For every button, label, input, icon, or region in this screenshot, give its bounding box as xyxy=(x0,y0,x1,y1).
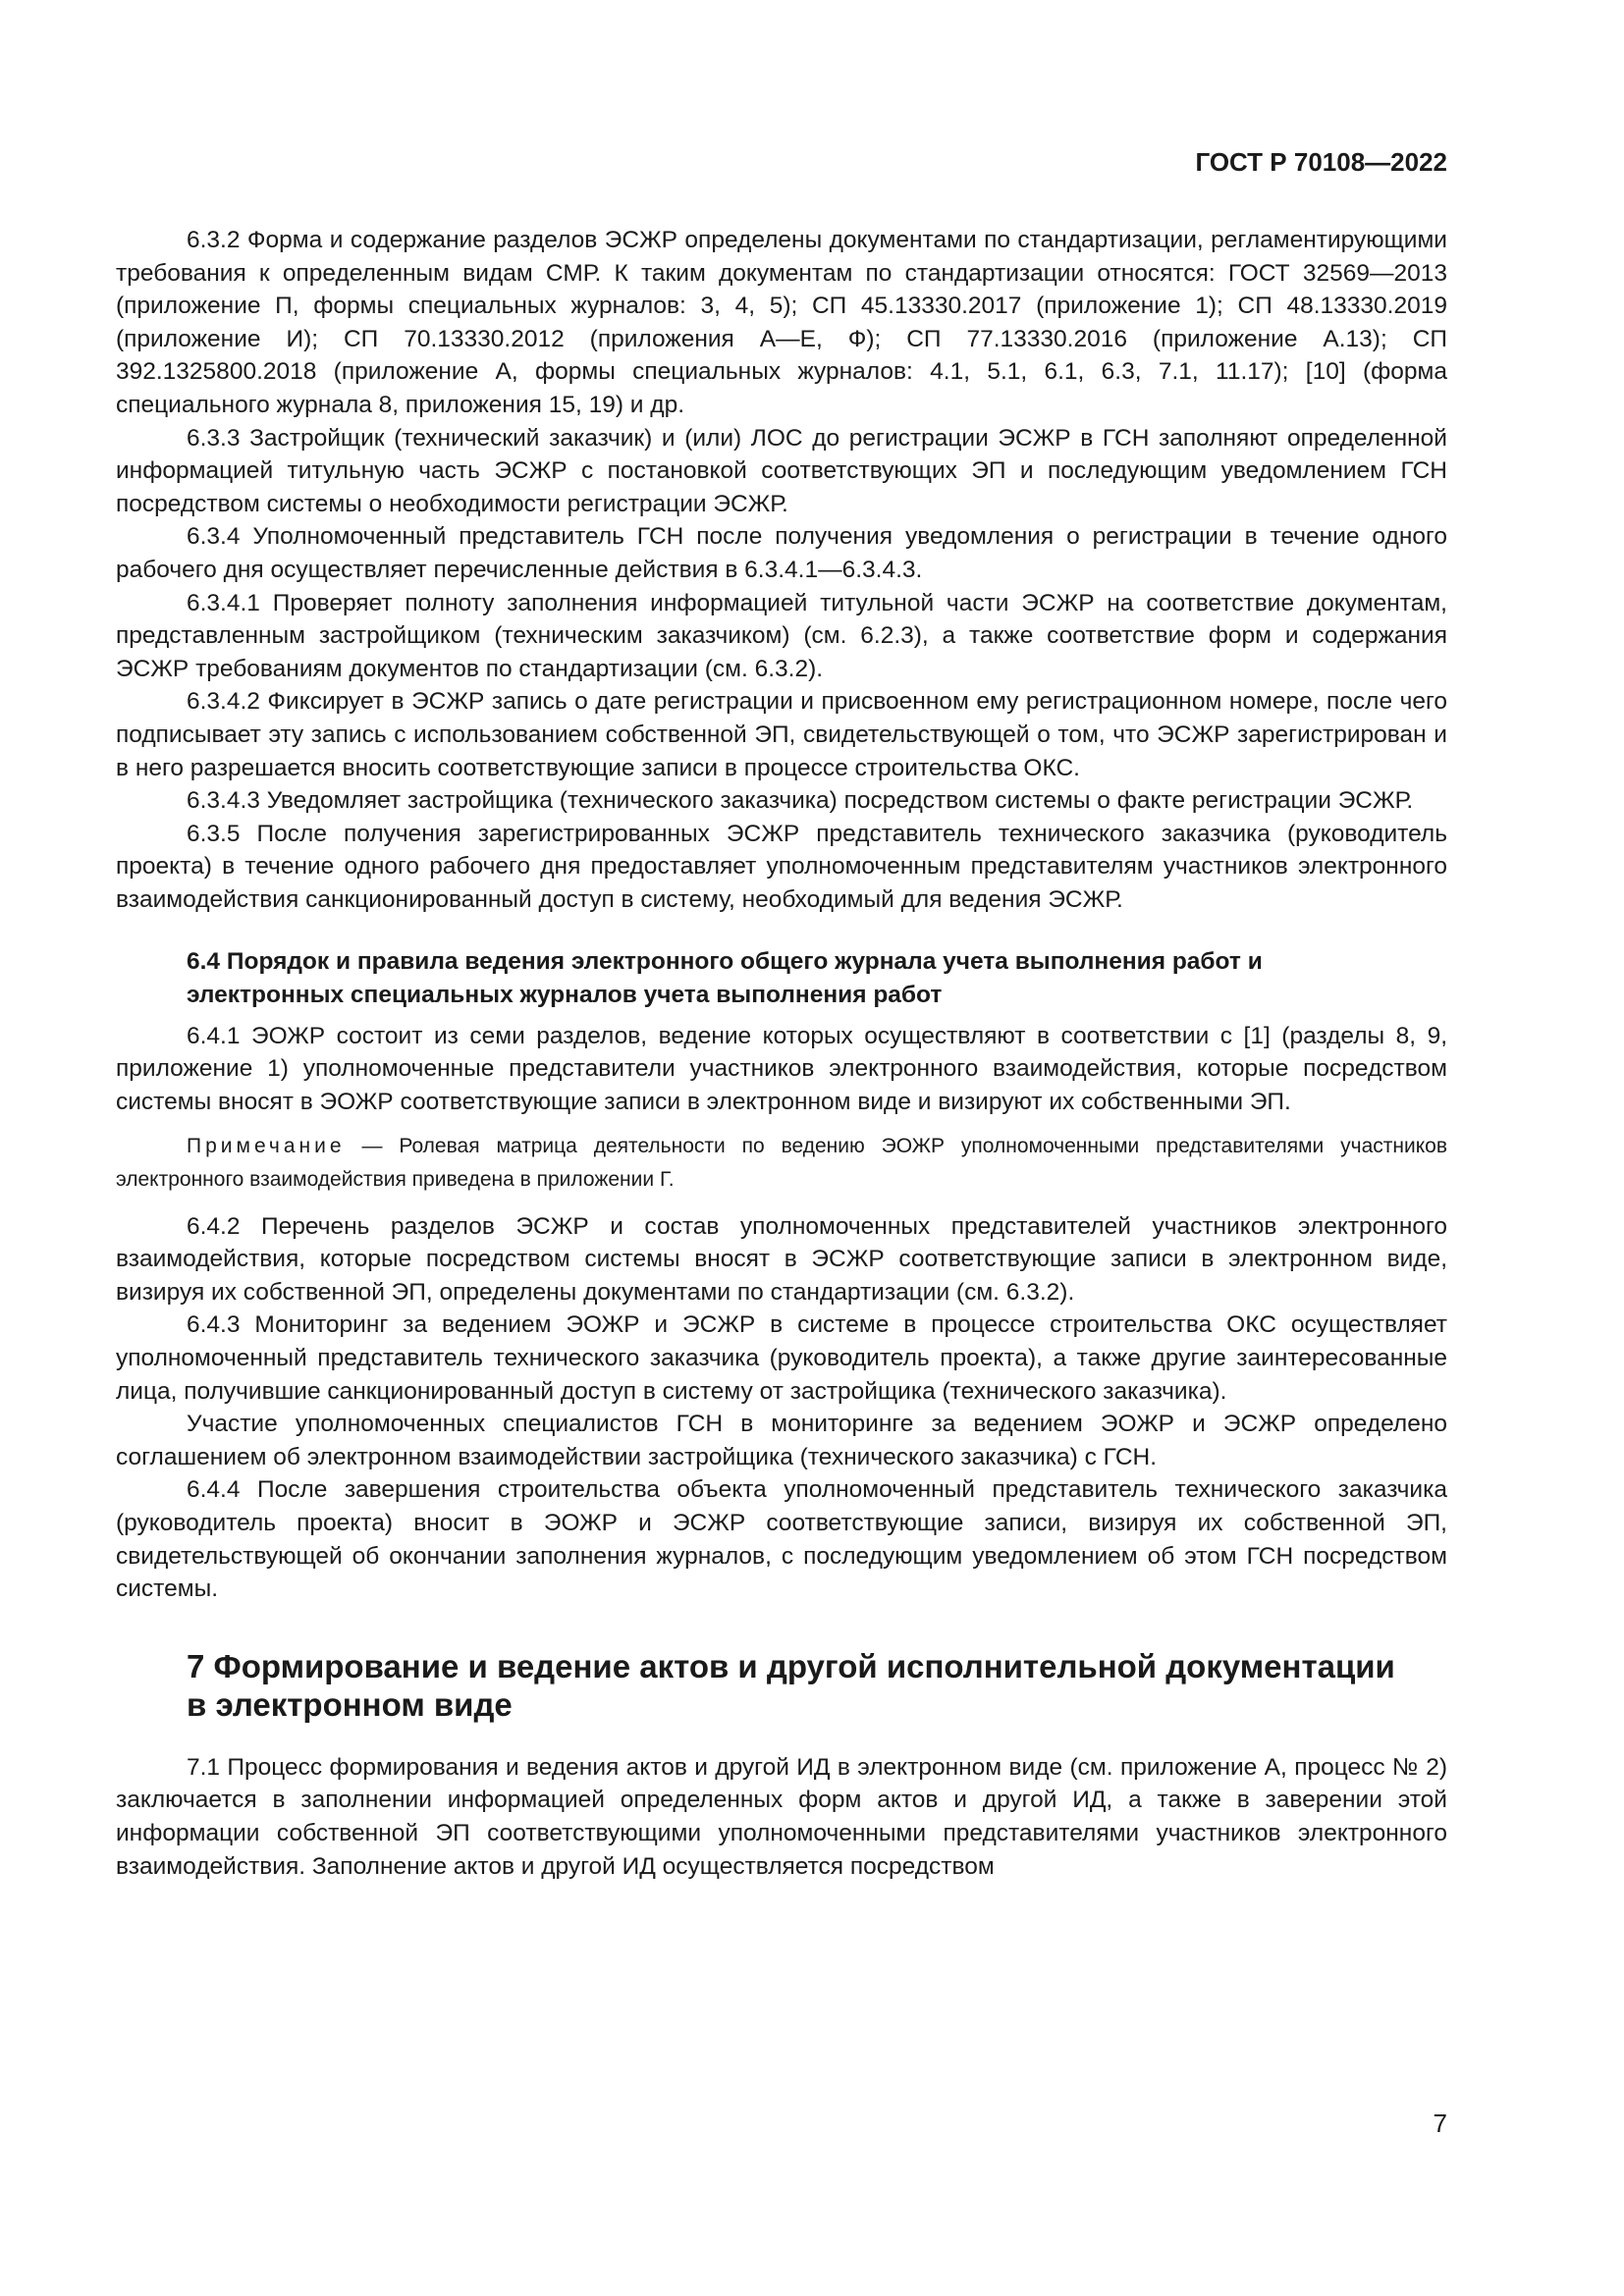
paragraph-6-3-5: 6.3.5 После получения зарегистрированных ЭСЖР представитель технического заказчика (руководитель проекта) в течение одного рабочего дня предоставляет уполномоченным представителям участников электронного взаимодействия санкционированный доступ в систему, необходимый для ведения ЭСЖР. xyxy=(116,820,1447,913)
section-heading-line-1: 7 Формирование и ведение актов и другой исполнительной документации xyxy=(187,1647,1395,1684)
paragraph-6-4-3: 6.4.3 Мониторинг за ведением ЭОЖР и ЭСЖР в системе в процессе строительства ОКС осуществляет уполномоченный представитель технического заказчика (руководитель проекта), а также другие заинтересованные лица, получившие санкционированный доступ в систему от застройщика (технического заказчика). xyxy=(116,1311,1447,1405)
paragraph-6-3-3: 6.3.3 Застройщик (технический заказчик) и (или) ЛОС до регистрации ЭСЖР в ГСН заполняют определенной информацией титульную часть ЭСЖР с постановкой соответствующих ЭП и последующим уведомлением ГСН посредством системы о необходимости регистрации ЭСЖР. xyxy=(116,424,1447,517)
paragraph-6-3-4-1: 6.3.4.1 Проверяет полноту заполнения информацией титульной части ЭСЖР на соответствие документам, представленным застройщиком (техническим заказчиком) (см. 6.2.3), а также соответствие форм и содержания ЭСЖР требованиям документов по стандартизации (см. 6.3.2). xyxy=(116,589,1447,682)
note-text: — Ролевая матрица деятельности по ведению ЭОЖР уполномоченными представителями участников электронного взаимодействия приведена в приложении Г. xyxy=(116,1135,1447,1192)
section-heading-7 xyxy=(116,1647,1447,1724)
paragraph-6-3-4-2: 6.3.4.2 Фиксирует в ЭСЖР запись о дате регистрации и присвоенном ему регистрационном номере, после чего подписывает эту запись с использованием собственной ЭП, свидетельствующей о том, что ЭСЖР зарегистрирован и в него разрешается вносить соответствующие записи в процессе строительства ОКС. xyxy=(116,688,1447,781)
paragraph-6-3-4-3: 6.3.4.3 Уведомляет застройщика (технического заказчика) посредством системы о факте регистрации ЭСЖР. xyxy=(187,787,1414,815)
section-heading-line-2: в электронном виде xyxy=(187,1685,513,1723)
subsection-heading-line-2: электронных специальных журналов учета выполнения работ xyxy=(187,982,943,1009)
page-body xyxy=(116,224,1447,1883)
paragraph-6-4-2: 6.4.2 Перечень разделов ЭСЖР и состав уполномоченных представителей участников электронного взаимодействия, которые посредством системы вносят в ЭСЖР соответствующие записи в электронном виде, визируя их собственной ЭП, определены документами по стандартизации (см. 6.3.2). xyxy=(116,1212,1447,1306)
subsection-heading-6-4 xyxy=(116,945,1447,1011)
page-number: 7 xyxy=(1433,2109,1447,2138)
paragraph-gsn-monitoring: Участие уполномоченных специалистов ГСН в мониторинге за ведением ЭОЖР и ЭСЖР определено соглашением об электронном взаимодействии застройщика (технического заказчика) с ГСН. xyxy=(116,1411,1447,1470)
note xyxy=(116,1130,1447,1196)
paragraph-7-1: 7.1 Процесс формирования и ведения актов и другой ИД в электронном виде (см. приложение А, процесс № 2) заключается в заполнении информацией определенных форм актов и другой ИД, а также в заверении этой информации собственной ЭП соответствующими уполномоченными представителями участников электронного взаимодействия. Заполнение актов и другой ИД осуществляется посредством xyxy=(116,1753,1447,1880)
paragraph-6-4-4: 6.4.4 После завершения строительства объекта уполномоченный представитель технического заказчика (руководитель проекта) вносит в ЭОЖР и ЭСЖР соответствующие записи, визируя их собственной ЭП, свидетельствующей об окончании заполнения журналов, с последующим уведомлением об этом ГСН посредством системы. xyxy=(116,1476,1447,1603)
subsection-heading-line-1: 6.4 Порядок и правила ведения электронного общего журнала учета выполнения работ и xyxy=(187,948,1263,976)
document-header: ГОСТ Р 70108—2022 xyxy=(1195,147,1447,177)
note-label: Примечание xyxy=(187,1135,346,1158)
paragraph-6-4-1: 6.4.1 ЭОЖР состоит из семи разделов, ведение которых осуществляют в соответствии с [1] (разделы 8, 9, приложение 1) уполномоченные представители участников электронного взаимодействия, которые посредством системы вносят в ЭОЖР соответствующие записи в электронном виде и визируют их собственными ЭП. xyxy=(116,1022,1447,1115)
paragraph-6-3-4: 6.3.4 Уполномоченный представитель ГСН после получения уведомления о регистрации в течение одного рабочего дня осуществляет перечисленные действия в 6.3.4.1—6.3.4.3. xyxy=(116,523,1447,583)
paragraph-6-3-2: 6.3.2 Форма и содержание разделов ЭСЖР определены документами по стандартизации, регламентирующими требования к определенным видам СМР. К таким документам по стандартизации относятся: ГОСТ 32569—2013 (приложение П, формы специальных журналов: 3, 4, 5); СП 45.13330.2017 (приложение 1); СП 48.13330.2019 (приложение И); СП 70.13330.2012 (приложения А—Е, Ф); СП 77.13330.2016 (приложение А.13); СП 392.1325800.2018 (приложение А, формы специальных журналов: 4.1, 5.1, 6.1, 6.3, 7.1, 11.17); [10] (форма специального журнала 8, приложения 15, 19) и др. xyxy=(116,227,1447,418)
